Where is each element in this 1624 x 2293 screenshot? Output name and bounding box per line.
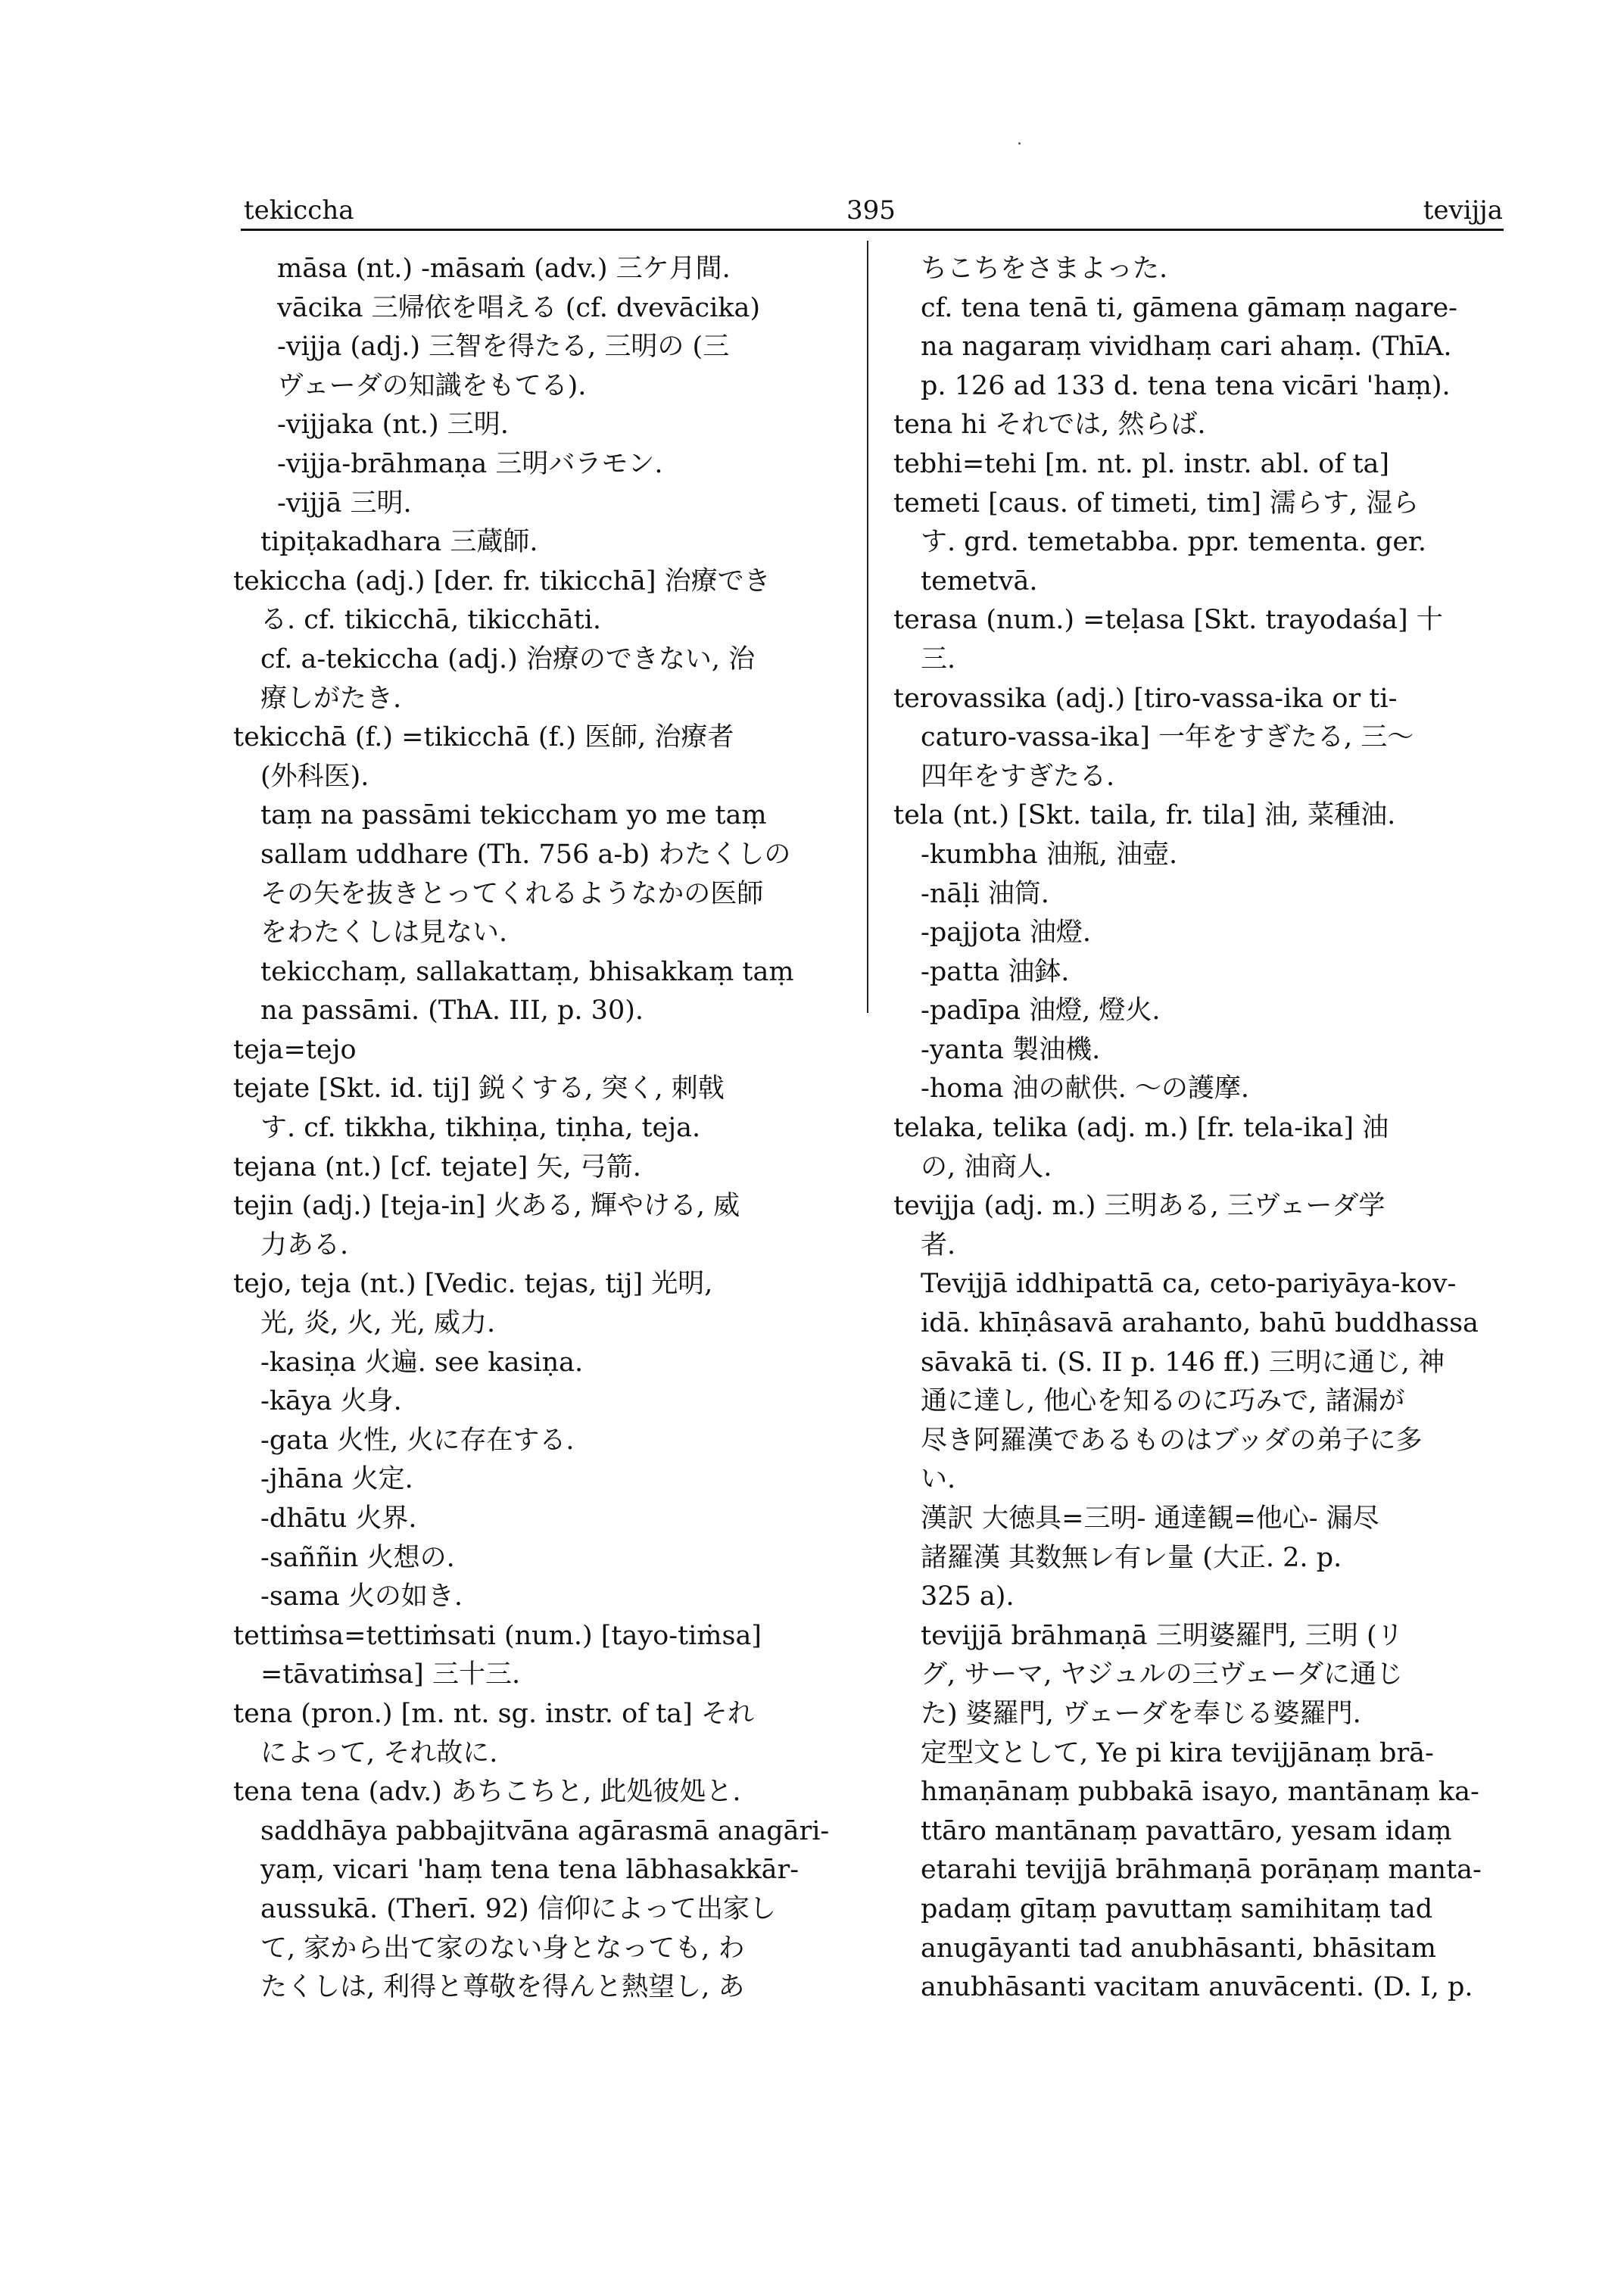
entry-line: ちこちをさまよった. <box>921 254 1168 284</box>
scan-speck <box>1018 142 1021 145</box>
entry-line: tekicchaṃ, sallakattaṃ, bhisakkaṃ taṃ <box>260 956 794 987</box>
entry-headword-line: temeti [caus. of timeti, tim] 濡らす, 湿ら <box>893 488 1420 519</box>
entry-headword-line: tekiccha (adj.) [der. fr. tikicchā] 治療でき <box>233 565 771 597</box>
entry-line: -kasiṇa 火遍. see kasiṇa. <box>260 1347 584 1378</box>
right-guide-word: tevijja <box>1423 195 1503 226</box>
entry-line: -nāḷi 油筒. <box>921 878 1049 909</box>
entry-headword-line: tena (pron.) [m. nt. sg. instr. of ta] それ <box>233 1698 754 1729</box>
column-divider <box>867 241 868 1013</box>
entry-headword-line: tejana (nt.) [cf. tejate] 矢, 弓箭. <box>233 1151 641 1182</box>
entry-line: す. grd. temetabba. ppr. tementa. ger. <box>921 527 1427 558</box>
entry-line: caturo-vassa-ika] 一年をすぎたる, 三〜 <box>921 722 1414 753</box>
entry-headword-line: tejin (adj.) [teja-in] 火ある, 輝やける, 威 <box>233 1191 740 1222</box>
entry-line: -homa 油の献供. 〜の護摩. <box>921 1073 1249 1104</box>
entry-line: グ, サーマ, ヤジュルの三ヴェーダに通じ <box>921 1659 1404 1690</box>
entry-line: -padīpa 油燈, 燈火. <box>921 995 1161 1027</box>
entry-line: vācika 三帰依を唱える (cf. dvevācika) <box>277 292 761 323</box>
entry-headword-line: teja=tejo <box>233 1034 357 1065</box>
entry-line: 四年をすぎたる. <box>921 761 1115 792</box>
entry-line: 力ある. <box>260 1229 349 1260</box>
entry-line: padaṃ gītaṃ pavuttaṃ samihitaṃ tad <box>921 1893 1433 1924</box>
entry-line: yaṃ, vicari 'haṃ tena tena lābhasakkār- <box>260 1855 800 1886</box>
entry-line: 定型文として, Ye pi kira tevijjānaṃ brā- <box>921 1737 1434 1768</box>
entry-line: い. <box>921 1464 956 1495</box>
entry-line: na passāmi. (ThA. III, p. 30). <box>260 995 644 1027</box>
entry-line: -vijja (adj.) 三智を得たる, 三明の (三 <box>277 332 730 363</box>
entry-line: 療しがたき. <box>260 683 402 714</box>
entry-line: cf. a-tekiccha (adj.) 治療のできない, 治 <box>260 643 756 675</box>
entry-line: -kāya 火身. <box>260 1386 402 1417</box>
entry-line: ヴェーダの知識をもてる). <box>277 370 587 401</box>
entry-headword-line: tevijja (adj. m.) 三明ある, 三ヴェーダ学 <box>893 1191 1386 1222</box>
entry-line: をわたくしは見ない. <box>260 918 508 949</box>
entry-line: の, 油商人. <box>921 1151 1052 1182</box>
entry-line: tipiṭakadhara 三蔵師. <box>260 527 538 558</box>
entry-headword-line: tela (nt.) [Skt. taila, fr. tila] 油, 菜種油. <box>893 800 1396 831</box>
entry-line: す. cf. tikkha, tikhiṇa, tiṇha, teja. <box>260 1113 701 1144</box>
entry-line: 通に達し, 他心を知るのに巧みで, 諸漏が <box>921 1386 1405 1417</box>
entry-line: -vijja-brāhmaṇa 三明バラモン. <box>277 448 663 479</box>
entry-headword-line: tena hi それでは, 然らば. <box>893 410 1206 441</box>
entry-line: taṃ na passāmi tekiccham yo me taṃ <box>260 800 767 831</box>
entry-line: た) 婆羅門, ヴェーダを奉じる婆羅門. <box>921 1698 1361 1729</box>
entry-line: -vijjaka (nt.) 三明. <box>277 410 509 441</box>
entry-headword-line: tena tena (adv.) あちこちと, 此処彼処と. <box>233 1777 741 1808</box>
entry-line: temetvā. <box>921 565 1038 597</box>
entry-headword-line: telaka, telika (adj. m.) [fr. tela-ika] 油 <box>893 1113 1389 1144</box>
entry-line: p. 126 ad 133 d. tena tena vicāri 'haṃ). <box>921 370 1451 401</box>
entry-line: -dhātu 火界. <box>260 1503 417 1534</box>
entry-line: 漢訳 大徳具=三明- 通達観=他心- 漏尽 <box>921 1503 1379 1534</box>
header-rule <box>241 229 1504 231</box>
entry-line: etarahi tevijjā brāhmaṇā porāṇaṃ manta- <box>921 1855 1482 1886</box>
entry-line: -kumbha 油瓶, 油壺. <box>921 839 1178 870</box>
entry-line: saddhāya pabbajitvāna agārasmā anagāri- <box>260 1815 830 1846</box>
entry-line: る. cf. tikicchā, tikicchāti. <box>260 605 601 636</box>
entry-line: cf. tena tenā ti, gāmena gāmaṃ nagare- <box>921 292 1457 323</box>
entry-headword-line: tejo, teja (nt.) [Vedic. tejas, tij] 光明, <box>233 1269 713 1300</box>
entry-headword-line: tettiṁsa=tettiṁsati (num.) [tayo-tiṁsa] <box>233 1620 762 1651</box>
entry-line: -patta 油鉢. <box>921 956 1070 987</box>
entry-line: sāvakā ti. (S. II p. 146 ff.) 三明に通じ, 神 <box>921 1347 1445 1378</box>
entry-headword-line: tebhi=tehi [m. nt. pl. instr. abl. of ta] <box>893 448 1390 479</box>
entry-line: sallam uddhare (Th. 756 a-b) わたくしの <box>260 839 791 870</box>
entry-line: その矢を抜きとってくれるようなかの医師 <box>260 878 764 909</box>
entry-line: =tāvatiṁsa] 三十三. <box>260 1659 521 1690</box>
page-number: 395 <box>846 195 896 226</box>
right-column <box>893 250 1507 2008</box>
entry-line: -sama 火の如き. <box>260 1581 463 1612</box>
entry-line: -pajjota 油燈. <box>921 918 1092 949</box>
entry-line: 三. <box>921 643 956 675</box>
entry-line: て, 家から出て家のない身となっても, わ <box>260 1933 745 1964</box>
entry-line: anugāyanti tad anubhāsanti, bhāsitam <box>921 1933 1436 1964</box>
entry-line: -gata 火性, 火に存在する. <box>260 1425 575 1456</box>
entry-line: 325 a). <box>921 1581 1015 1612</box>
entry-line: tevijjā brāhmaṇā 三明婆羅門, 三明 (リ <box>921 1620 1404 1651</box>
entry-line: Tevijjā iddhipattā ca, ceto-pariyāya-kov- <box>921 1269 1457 1300</box>
left-column <box>233 250 854 2008</box>
entry-line: māsa (nt.) -māsaṁ (adv.) 三ケ月間. <box>277 254 731 284</box>
entry-line: 光, 炎, 火, 光, 威力. <box>260 1308 496 1339</box>
entry-line: ttāro mantānaṃ pavattāro, yesam idaṃ <box>921 1815 1452 1846</box>
entry-line: -yanta 製油機. <box>921 1034 1101 1065</box>
entry-line: 尽き阿羅漢であるものはブッダの弟子に多 <box>921 1425 1423 1456</box>
entry-line: (外科医). <box>260 761 369 792</box>
entry-line: 者. <box>921 1229 956 1260</box>
entry-line: na nagaraṃ vividhaṃ cari ahaṃ. (ThīA. <box>921 332 1452 363</box>
entry-line: aussukā. (Therī. 92) 信仰によって出家し <box>260 1893 776 1924</box>
entry-headword-line: tejate [Skt. id. tij] 鋭くする, 突く, 刺戟 <box>233 1073 725 1104</box>
entry-line: -saññin 火想の. <box>260 1542 455 1573</box>
entry-line: たくしは, 利得と尊敬を得んと熱望し, あ <box>260 1972 745 2003</box>
entry-headword-line: terovassika (adj.) [tiro-vassa-ika or ti- <box>893 683 1398 714</box>
entry-line: anubhāsanti vacitam anuvācenti. (D. I, p. <box>921 1972 1473 2003</box>
entry-headword-line: terasa (num.) =teḷasa [Skt. trayodaśa] 十 <box>893 605 1443 636</box>
entry-line: によって, それ故に. <box>260 1737 498 1768</box>
entry-headword-line: tekicchā (f.) =tikicchā (f.) 医師, 治療者 <box>233 722 734 753</box>
entry-line: idā. khīṇâsavā arahanto, bahū buddhassa <box>921 1308 1479 1339</box>
entry-line: -vijjā 三明. <box>277 488 412 519</box>
entry-line: hmaṇānaṃ pubbakā isayo, mantānaṃ ka- <box>921 1777 1479 1808</box>
entry-line: 諸羅漢 其数無レ有レ量 (大正. 2. p. <box>921 1542 1342 1573</box>
entry-line: -jhāna 火定. <box>260 1464 413 1495</box>
left-guide-word: tekiccha <box>244 195 354 226</box>
